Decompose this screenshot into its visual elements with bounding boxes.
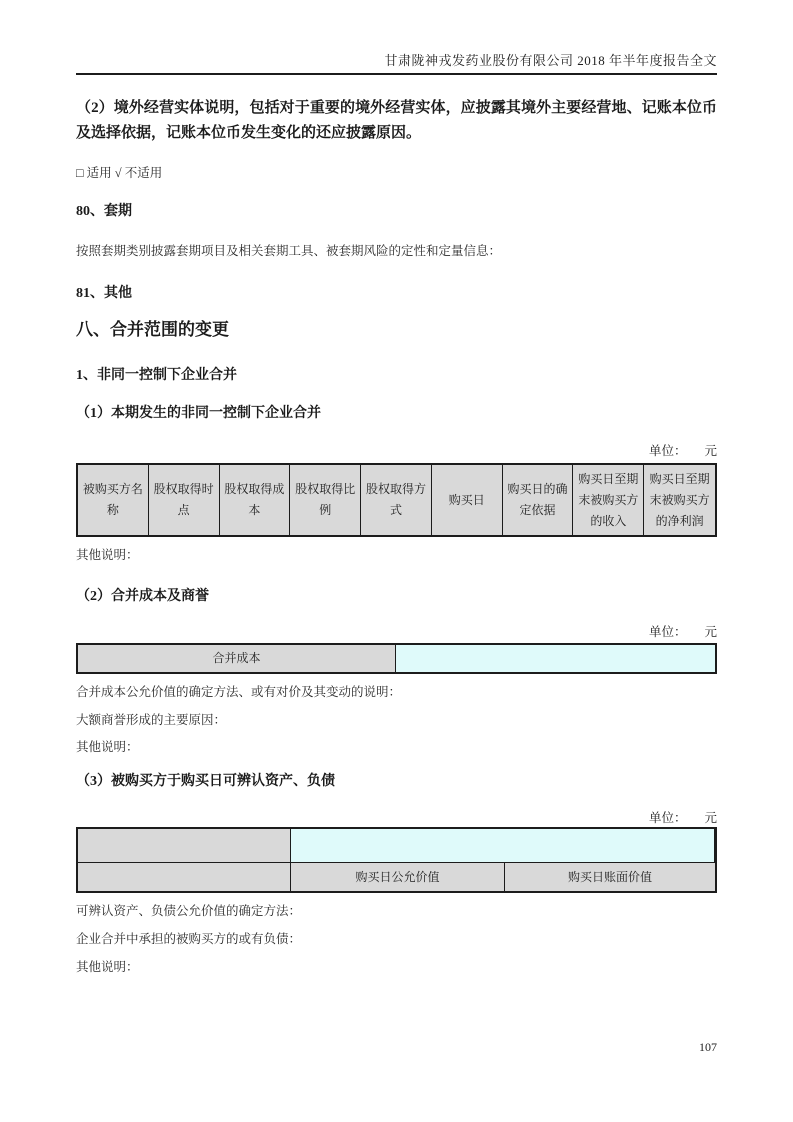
identifiable-left-empty-cell	[78, 863, 291, 891]
report-header-title: 甘肃陇神戎发药业股份有限公司 2018 年半年度报告全文	[384, 53, 717, 68]
unit-label: 单位：	[648, 811, 687, 825]
unit-line-1	[76, 441, 717, 459]
identifiable-assets-table	[76, 827, 717, 893]
unit-label: 单位：	[648, 444, 687, 458]
heading-1-1-current-combination: （1）本期发生的非同一控制下企业合并	[76, 406, 321, 421]
table-header-cell: 股权取得成本	[220, 465, 291, 535]
heading-81-other: 81、其他	[76, 286, 132, 301]
other-note-2: 其他说明：	[76, 740, 139, 754]
other-note-3: 其他说明：	[76, 960, 139, 974]
unit-value: 元	[704, 625, 717, 639]
identifiable-method-note: 可辨认资产、负债公允价值的确定方法：	[76, 904, 302, 918]
table-header-cell: 股权取得时点	[149, 465, 220, 535]
business-combination-table	[76, 463, 717, 537]
heading-1-non-common-control: 1、非同一控制下企业合并	[76, 368, 237, 383]
unit-line-2	[76, 622, 717, 640]
merge-cost-value-cell	[396, 645, 715, 672]
identifiable-corner-cell	[78, 829, 291, 863]
unit-value: 元	[704, 444, 717, 458]
identifiable-top-value-cell	[291, 829, 715, 863]
unit-line-3	[76, 808, 717, 826]
unit-value: 元	[704, 811, 717, 825]
merge-cost-label-cell: 合并成本	[78, 645, 396, 672]
table-header-cell: 股权取得比例	[290, 465, 361, 535]
table-header-cell: 购买日至期末被购买方的收入	[573, 465, 644, 535]
page-number: 107	[699, 1040, 717, 1054]
table-header-cell: 购买日至期末被购买方的净利润	[644, 465, 715, 535]
merge-cost-method-note: 合并成本公允价值的确定方法、或有对价及其变动的说明：	[76, 685, 402, 699]
book-value-header-cell: 购买日账面价值	[505, 863, 715, 891]
hedge-disclosure-text: 按照套期类别披露套期项目及相关套期工具、被套期风险的定性和定量信息：	[76, 244, 502, 258]
table-header-cell: 被购买方名称	[78, 465, 149, 535]
applicability-line: □ 适用 √ 不适用	[76, 166, 163, 180]
merge-cost-table	[76, 643, 717, 674]
contingent-liability-note: 企业合并中承担的被购买方的或有负债：	[76, 932, 302, 946]
para-overseas-entity: （2）境外经营实体说明，包括对于重要的境外经营实体，应披露其境外主要经营地、记账本位币及选择依据，记账本位币发生变化的还应披露原因。	[76, 100, 717, 141]
fair-value-header-cell: 购买日公允价值	[291, 863, 505, 891]
table-header-cell: 购买日	[432, 465, 503, 535]
table-header-cell: 购买日的确定依据	[503, 465, 574, 535]
goodwill-reason-note: 大额商誉形成的主要原因：	[76, 713, 227, 727]
header-rule	[76, 73, 717, 75]
heading-1-3-identifiable-assets: （3）被购买方于购买日可辨认资产、负债	[76, 774, 335, 789]
table-header-cell: 股权取得方式	[361, 465, 432, 535]
other-note-1: 其他说明：	[76, 548, 139, 562]
unit-label: 单位：	[648, 625, 687, 639]
heading-1-2-merge-cost-goodwill: （2）合并成本及商誉	[76, 589, 209, 604]
heading-80-hedging: 80、套期	[76, 204, 132, 219]
heading-8-scope-change: 八、合并范围的变更	[76, 320, 229, 339]
